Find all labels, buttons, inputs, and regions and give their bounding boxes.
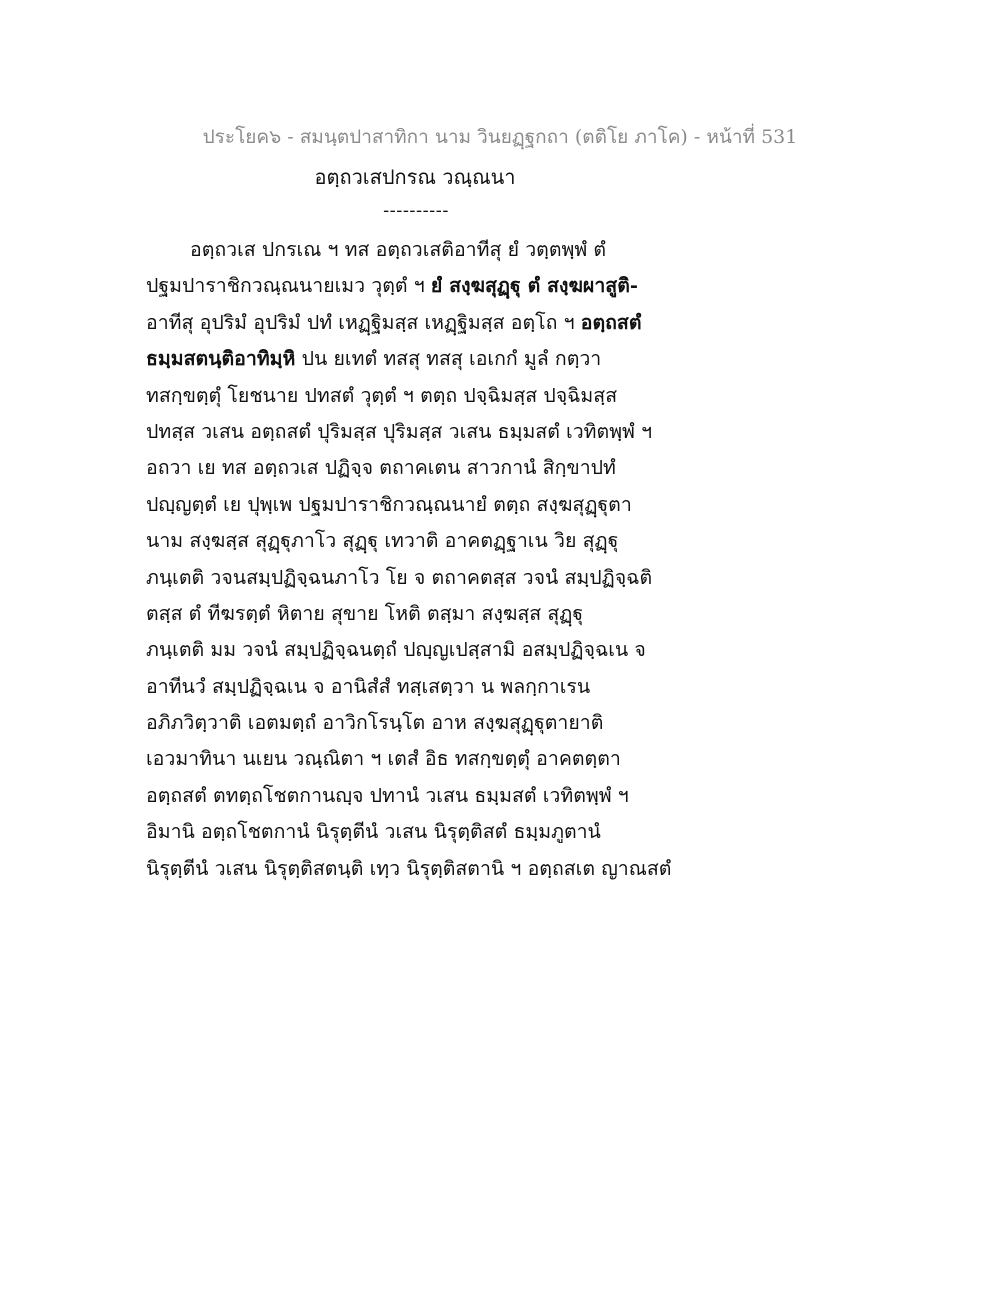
text-segment: ตสฺส ตํ ทีฆรตฺตํ หิตาย สุขาย โหติ ตสฺมา สงฺฆสฺส สุฏฺฐุ — [146, 601, 584, 625]
text-line — [146, 596, 706, 632]
running-header: ประโยค๖ - สมนฺตปาสาทิกา นาม วินยฏฺฐกถา (ตติโย ภาโค) - หน้าที่ 531 — [202, 126, 798, 148]
text-segment: อาทีนวํ สมฺปฏิจฺฉเน จ อานิสํสํ ทสฺเสตฺวา น พลกฺกาเรน — [146, 674, 591, 698]
text-segment: ภนฺเตติ วจนสมฺปฏิจฺฉนภาโว โย จ ตถาคตสฺส วจนํ สมฺปฏิจฺฉติ — [146, 565, 653, 589]
text-segment: อิมานิ อตฺถโชตกานํ นิรุตฺตีนํ วเสน นิรุตฺติสตํ ธมฺมภูตานํ — [146, 820, 601, 844]
section-title: อตฺถวเสปกรณ วณฺณนา — [314, 165, 516, 189]
text-segment: ปฐมปาราชิกวณฺณนายเมว วุตฺตํ ฯ — [146, 274, 431, 298]
text-line — [146, 705, 706, 741]
text-line — [146, 378, 706, 414]
text-segment: อภิภวิตฺวาติ เอตมตฺถํ อาวิกโรนฺโต อาห สงฺฆสุฏฺฐุตายาติ — [146, 711, 604, 735]
text-segment: นิรุตฺตีนํ วเสน นิรุตฺติสตนฺติ เทฺว นิรุตฺติสตานิ ฯ อตฺถสเต ญาณสตํ — [146, 856, 672, 880]
text-line — [146, 341, 706, 377]
bold-text-segment: ยํ สงฺฆสุฏฺฐุ ตํ สงฺฆผาสูติ- — [430, 274, 638, 298]
text-segment: ทสกฺขตฺตุํ โยชนาย ปทสตํ วุตฺตํ ฯ ตตฺถ ปจฺฉิมสฺส ปจฺฉิมสฺส — [146, 383, 618, 407]
text-segment: นาม สงฺฆสฺส สุฏฺฐุภาโว สุฏฺฐุ เทวาติ อาคตฏฺฐาเน วิย สุฏฺฐุ — [146, 529, 619, 553]
text-segment: อตฺถวเส ปกรเณ ฯ ทส อตฺถวเสติอาทีสุ ยํ วตฺตพฺพํ ตํ — [190, 238, 607, 261]
text-segment: ปญฺญตฺตํ เย ปุพฺเพ ปฐมปาราชิกวณฺณนายํ ตตฺถ สงฺฆสุฏฺฐุตา — [146, 492, 632, 516]
text-line — [146, 268, 706, 304]
section-divider: ---------- — [383, 200, 449, 221]
text-line — [146, 632, 706, 668]
text-line — [146, 560, 706, 596]
text-segment: ปทสฺส วเสน อตฺถสตํ ปุริมสฺส ปุริมสฺส วเสน ธมฺมสตํ เวทิตพฺพํ ฯ — [146, 419, 653, 443]
text-segment: อตฺถสตํ ตทตฺถโชตกานญฺจ ปทานํ วเสน ธมฺมสตํ เวทิตพฺพํ ฯ — [146, 783, 629, 807]
text-line — [146, 778, 706, 814]
text-line — [146, 232, 706, 268]
text-segment: อถวา เย ทส อตฺถวเส ปฏิจฺจ ตถาคเตน สาวกานํ สิกฺขาปทํ — [146, 456, 616, 480]
text-line — [146, 523, 706, 559]
text-segment: อาทีสุ อุปริมํ อุปริมํ ปทํ เหฏฺฐิมสฺส เหฏฺฐิมสฺส อตฺโถ ฯ — [146, 310, 581, 334]
text-line — [146, 450, 706, 486]
text-segment: ภนฺเตติ มม วจนํ สมฺปฏิจฺฉนตฺถํ ปญฺญเปสฺสามิ อสมฺปฏิจฺฉเน จ — [146, 638, 646, 662]
text-segment: เอวมาทินา นเยน วณฺณิตา ฯ เตสํ อิธ ทสกฺขตฺตุํ อาคตตฺตา — [146, 747, 621, 771]
text-line — [146, 741, 706, 777]
body-text — [146, 232, 706, 887]
bold-text-segment: ธมฺมสตนฺติอาทิมฺหิ — [146, 347, 296, 371]
text-line — [146, 669, 706, 705]
text-line — [146, 814, 706, 850]
text-line — [146, 851, 706, 887]
text-line — [146, 305, 706, 341]
text-line — [146, 414, 706, 450]
text-segment: ปน ยเทตํ ทสสุ ทสสุ เอเกกํ มูลํ กตฺวา — [295, 347, 602, 371]
bold-text-segment: อตฺถสตํ — [580, 310, 642, 334]
text-line — [146, 487, 706, 523]
